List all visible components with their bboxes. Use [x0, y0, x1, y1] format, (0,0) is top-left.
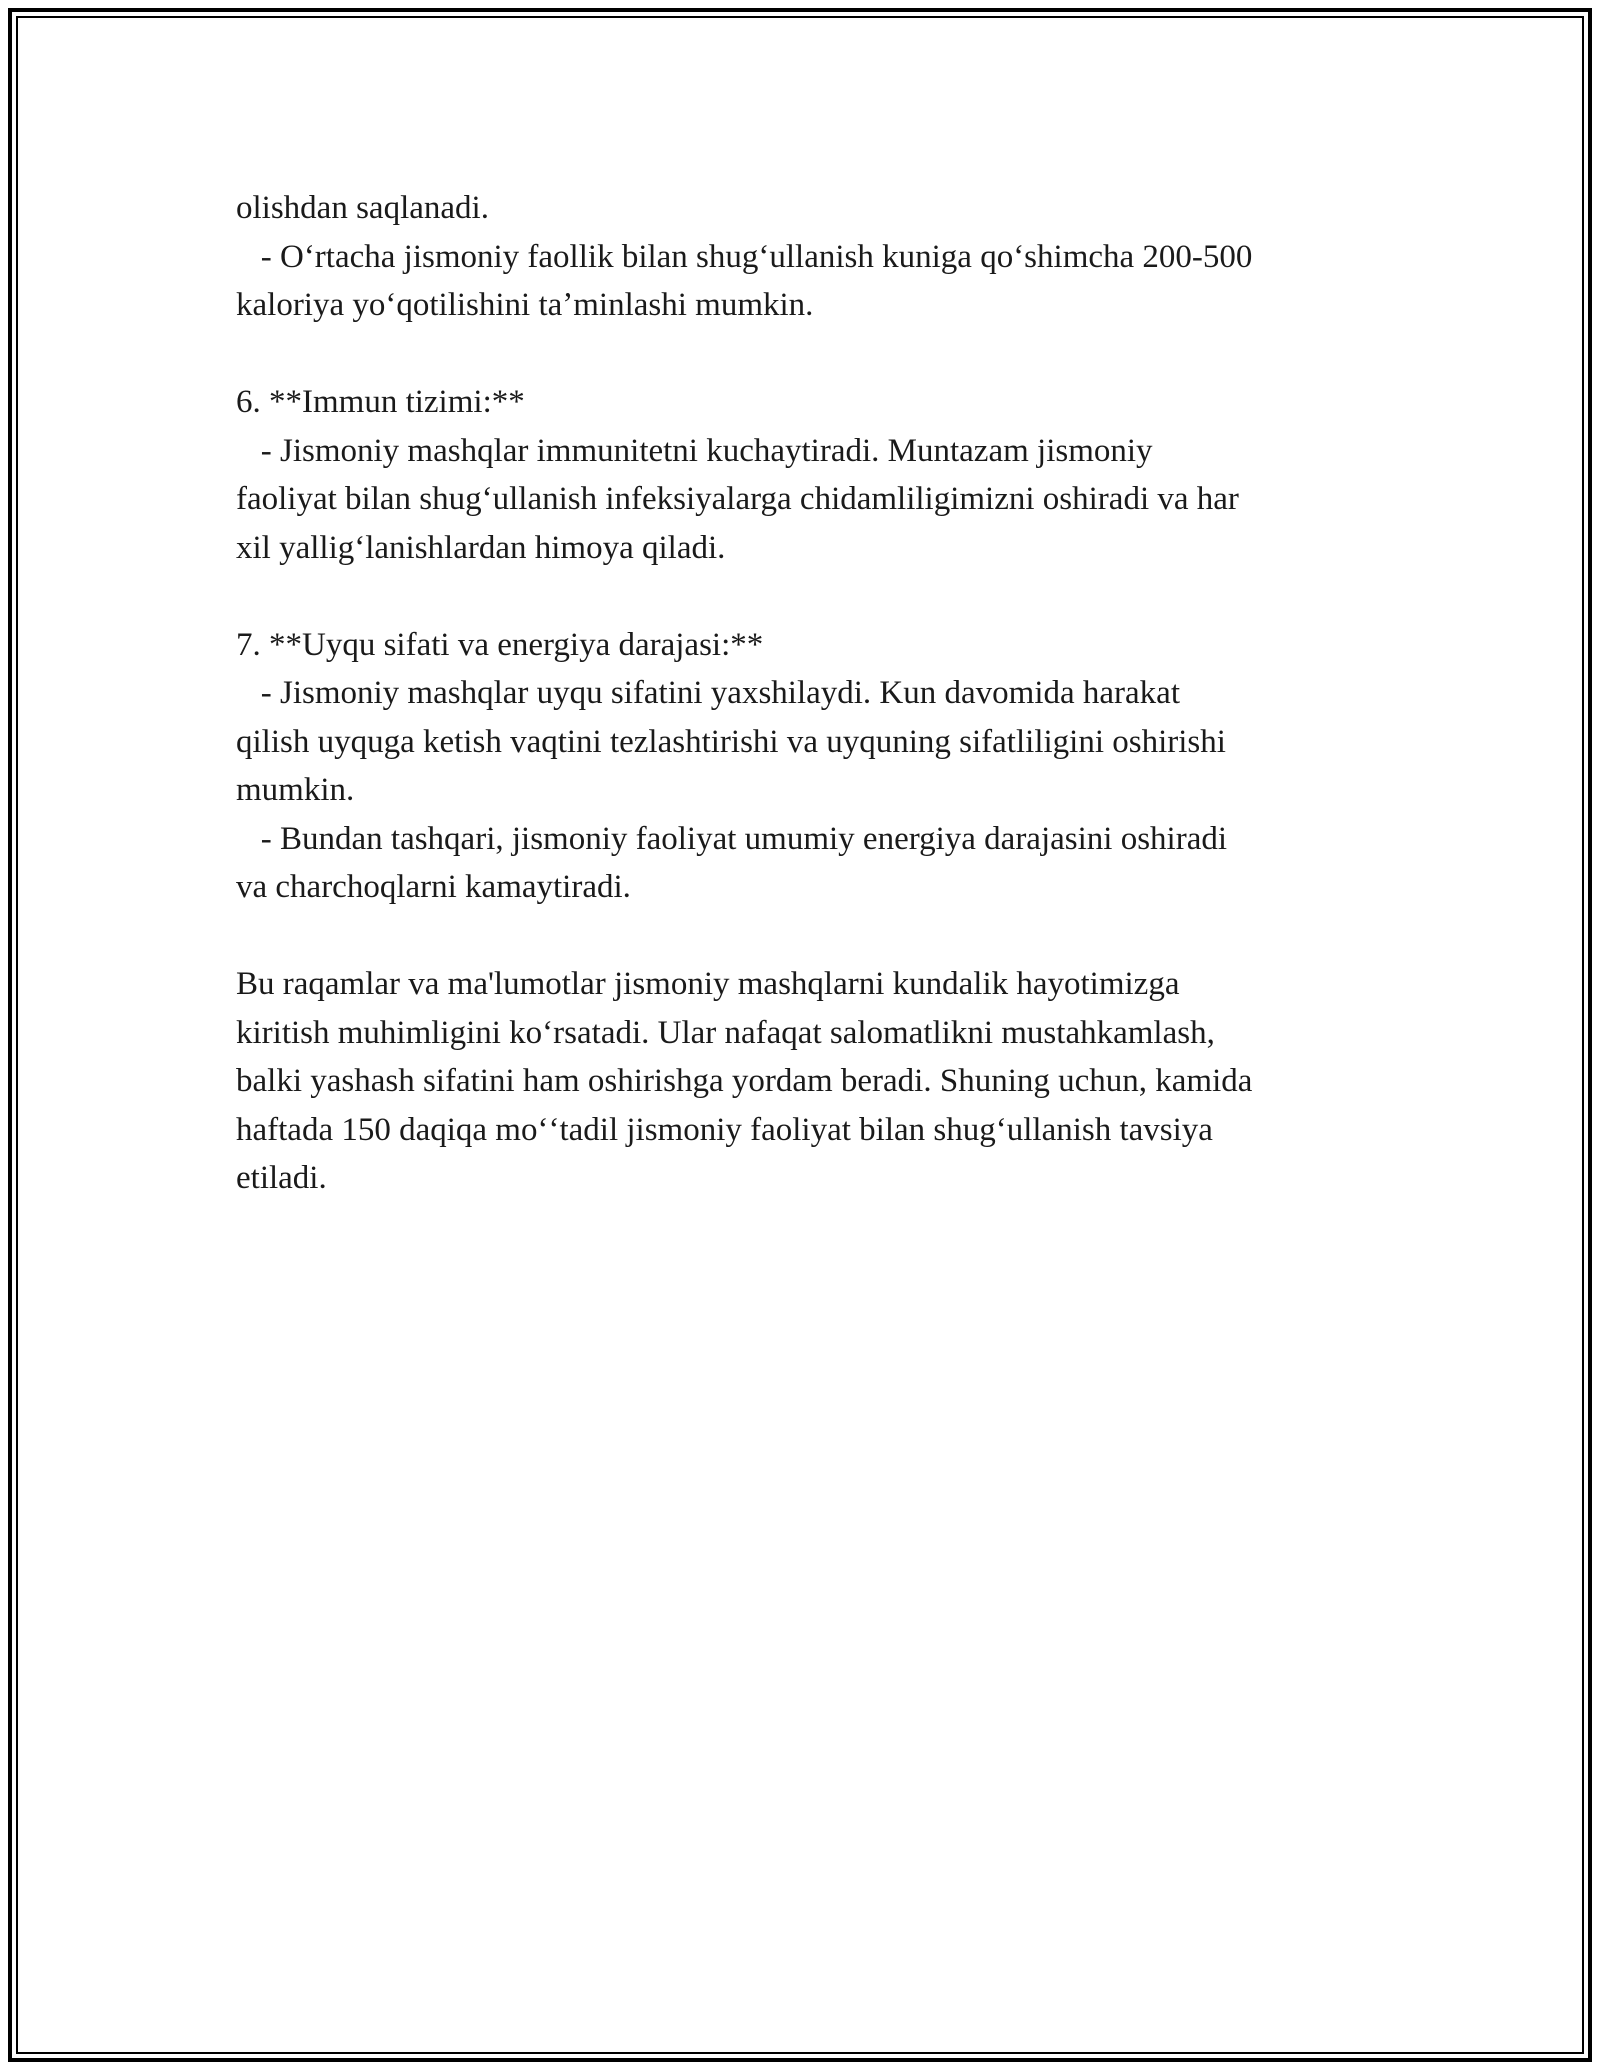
text-line: mumkin.	[236, 772, 355, 808]
text-line: olishdan saqlanadi.	[236, 190, 489, 226]
blank-line	[236, 912, 1386, 961]
conclusion-line: balki yashash sifatini ham oshirishga yordam beradi. Shuning uchun, kamida	[236, 1063, 1253, 1099]
text-line: qilish uyquga ketish vaqtini tezlashtirishi va uyquning sifatliligini oshirishi	[236, 723, 1226, 760]
conclusion-line: haftada 150 daqiqa moʻʻtadil jismoniy faoliyat bilan shugʻullanish tavsiya	[236, 1111, 1213, 1148]
text-line: faoliyat bilan shugʻullanish infeksiyalarga chidamliligimizni oshiradi va har	[236, 481, 1239, 517]
text-line: - Oʻrtacha jismoniy faollik bilan shugʻullanish kuniga qoʻshimcha 200-500	[236, 238, 1253, 275]
text-line: kaloriya yoʻqotilishini taʼminlashi mumkin.	[236, 287, 814, 323]
text-line: - Bundan tashqari, jismoniy faoliyat umumiy energiya darajasini oshiradi	[236, 820, 1228, 857]
section-heading-6: 6. **Immun tizimi:**	[236, 384, 525, 420]
document-body	[236, 184, 1386, 1203]
text-line: va charchoqlarni kamaytiradi.	[236, 869, 631, 905]
blank-line	[236, 572, 1386, 621]
section-heading-7: 7. **Uyqu sifati va energiya darajasi:**	[236, 626, 764, 663]
conclusion-line: Bu raqamlar va ma'lumotlar jismoniy mashqlarni kundalik hayotimizga	[236, 966, 1180, 1002]
text-line: xil yalligʻlanishlardan himoya qiladi.	[236, 529, 726, 566]
conclusion-line: etiladi.	[236, 1160, 327, 1196]
blank-line	[236, 330, 1386, 379]
text-line: - Jismoniy mashqlar uyqu sifatini yaxshilaydi. Kun davomida harakat	[236, 675, 1180, 711]
text-line: - Jismoniy mashqlar immunitetni kuchaytiradi. Muntazam jismoniy	[236, 432, 1153, 469]
conclusion-line: kiritish muhimligini koʻrsatadi. Ular nafaqat salomatlikni mustahkamlash,	[236, 1014, 1215, 1051]
